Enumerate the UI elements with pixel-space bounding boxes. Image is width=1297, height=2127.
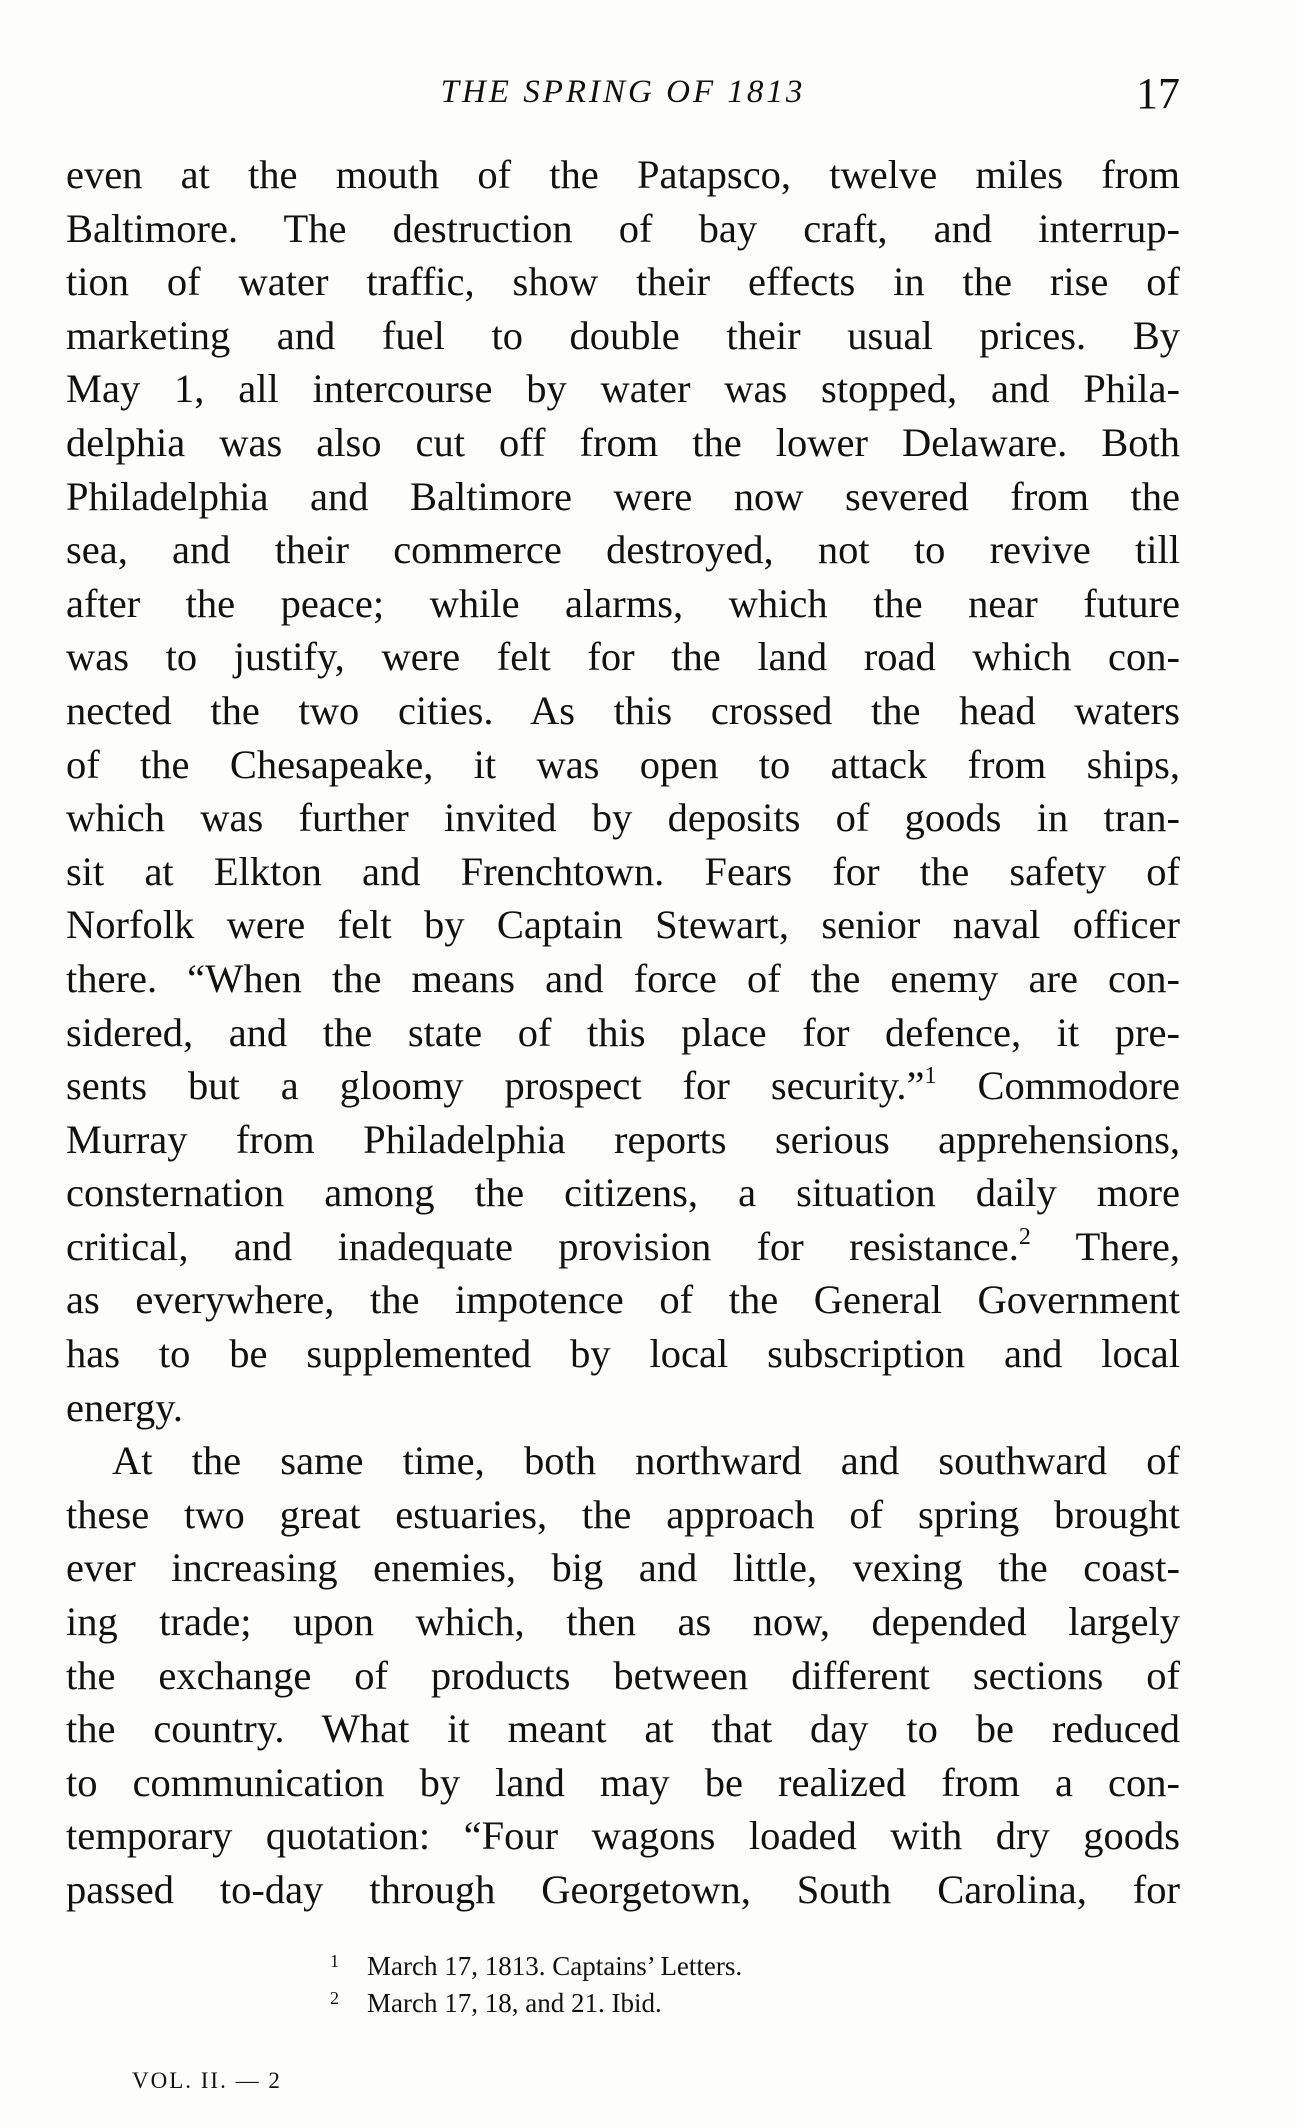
text-line [66, 1220, 1180, 1274]
footnote [330, 1985, 1180, 2022]
body-text [66, 148, 1180, 1917]
footnote-text: March 17, 1813. Captains’ Letters. [367, 1951, 743, 1981]
text-line: Baltimore. The destruction of bay craft, and interrup- [66, 205, 1180, 251]
text-line: energy. [66, 1384, 183, 1430]
text-line: as everywhere, the impotence of the General Government [66, 1277, 1180, 1323]
text-line: the exchange of products between different sections of [66, 1652, 1180, 1698]
footnote-text: March 17, 18, and 21. Ibid. [367, 1988, 662, 2018]
signature-mark: VOL. II. — 2 [132, 2068, 282, 2093]
paragraph-start-line: At the same time, both northward and southward of [112, 1438, 1180, 1484]
footnote [330, 1948, 1180, 1985]
footnote-ref: 1 [924, 1063, 937, 1090]
text-line: delphia was also cut off from the lower Delaware. Both [66, 419, 1180, 465]
text-line: temporary quotation: “Four wagons loaded with dry goods [66, 1813, 1180, 1859]
footnote-ref: 2 [1018, 1223, 1031, 1250]
text-line: Norfolk were felt by Captain Stewart, senior naval officer [66, 902, 1180, 948]
text-line: has to be supplemented by local subscription and local [66, 1331, 1180, 1377]
text-line: Murray from Philadelphia reports serious apprehensions, [66, 1116, 1180, 1162]
text-line: to communication by land may be realized from a con- [66, 1759, 1180, 1805]
text-line: marketing and fuel to double their usual prices. By [66, 312, 1180, 358]
text-line: even at the mouth of the Patapsco, twelve miles from [66, 152, 1180, 197]
footnote-marker: 1 [330, 1951, 339, 1971]
text-segment: Commodore [977, 1063, 1180, 1109]
text-line: May 1, all intercourse by water was stopped, and Phila- [66, 366, 1180, 412]
text-line: was to justify, were felt for the land road which con- [66, 634, 1180, 680]
text-segment: critical, and inadequate provision for resistance. [66, 1223, 1019, 1269]
text-line: tion of water traffic, show their effects in the rise of [66, 259, 1180, 305]
text-line: sea, and their commerce destroyed, not to revive till [66, 527, 1180, 573]
text-line: sidered, and the state of this place for defence, it pre- [66, 1009, 1180, 1055]
text-line [66, 1059, 1180, 1113]
text-line: consternation among the citizens, a situation daily more [66, 1170, 1180, 1216]
text-segment: There, [1075, 1223, 1180, 1269]
text-line: ever increasing enemies, big and little, vexing the coast- [66, 1545, 1180, 1591]
text-line: after the peace; while alarms, which the near future [66, 580, 1180, 626]
text-line: which was further invited by deposits of goods in tran- [66, 795, 1180, 841]
footnote-marker: 2 [330, 1988, 339, 2008]
footnotes [66, 1948, 1180, 2022]
text-line: passed to-day through Georgetown, South Carolina, for [66, 1867, 1180, 1912]
text-line: of the Chesapeake, it was open to attack from ships, [66, 741, 1180, 787]
page-number: 17 [1136, 69, 1180, 118]
running-title: THE SPRING OF 1813 [440, 74, 806, 110]
text-line: there. “When the means and force of the enemy are con- [66, 955, 1180, 1001]
text-line: Philadelphia and Baltimore were now severed from the [66, 473, 1180, 519]
text-line: nected the two cities. As this crossed the head waters [66, 687, 1180, 733]
text-segment: sents but a gloomy prospect for security.” [66, 1063, 925, 1109]
text-line: the country. What it meant at that day to be reduced [66, 1706, 1180, 1752]
running-head [66, 69, 1180, 124]
text-line: ing trade; upon which, then as now, depended largely [66, 1599, 1180, 1645]
text-line: sit at Elkton and Frenchtown. Fears for the safety of [66, 848, 1180, 894]
text-line: these two great estuaries, the approach of spring brought [66, 1491, 1180, 1537]
